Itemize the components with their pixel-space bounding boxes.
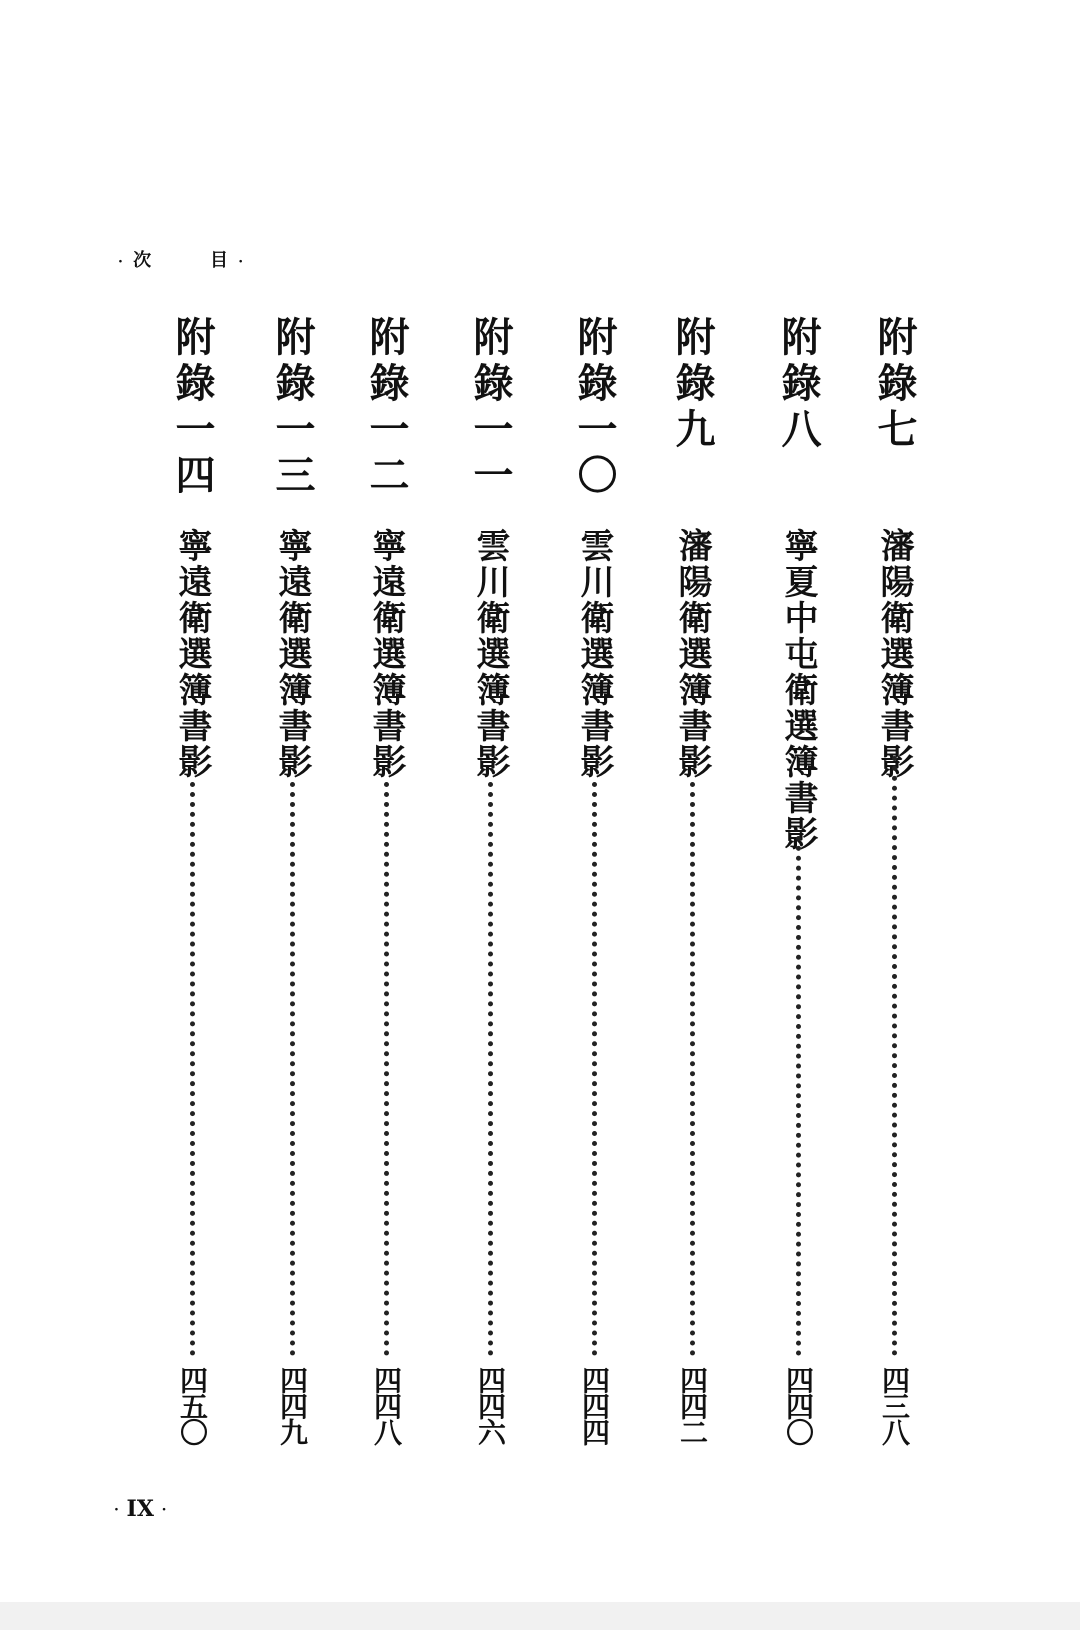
dot-leader [190, 782, 195, 1356]
appendix-title: 寧夏中屯衛選簿書影 [778, 528, 818, 852]
dot-leader [592, 782, 597, 1356]
running-head-left: 次 [133, 250, 154, 271]
toc-entry-14[interactable] [162, 316, 222, 1446]
dot-leader [796, 836, 801, 1356]
appendix-title: 寧遠衛選簿書影 [172, 528, 212, 780]
appendix-title: 雲川衛選簿書影 [574, 528, 614, 780]
appendix-label: 附錄一二 [363, 316, 410, 500]
dot-leader [892, 756, 897, 1356]
viewer-bottom-band [0, 1602, 1080, 1630]
page-number: 四四四 [578, 1366, 611, 1444]
page-folio: · IX · [114, 1496, 167, 1522]
appendix-title: 瀋陽衛選簿書影 [874, 528, 914, 780]
appendix-title: 寧遠衛選簿書影 [366, 528, 406, 780]
page-number: 四四六 [474, 1366, 507, 1444]
dot-leader [290, 782, 295, 1356]
appendix-title: 寧遠衛選簿書影 [272, 528, 312, 780]
appendix-label: 附錄七 [871, 316, 918, 454]
running-head-right: 目 [210, 250, 230, 271]
dot-leader [488, 782, 493, 1356]
dot-leader [384, 782, 389, 1356]
toc-entry-7[interactable] [864, 316, 924, 1446]
appendix-label: 附錄一三 [269, 316, 316, 500]
toc-entry-11[interactable] [460, 316, 520, 1446]
appendix-label: 附錄一四 [169, 316, 216, 500]
page-number: 四四〇 [782, 1366, 815, 1444]
page-number: 四四九 [276, 1366, 309, 1444]
dot-leader [690, 782, 695, 1356]
toc-entry-10[interactable] [564, 316, 624, 1446]
page-number: 四四八 [370, 1366, 403, 1444]
appendix-label: 附錄九 [669, 316, 716, 454]
appendix-label: 附錄八 [775, 316, 822, 454]
page-number: 四五〇 [176, 1366, 209, 1444]
appendix-label: 附錄一一 [467, 316, 514, 500]
appendix-label: 附錄一〇 [571, 316, 618, 500]
page-number: 四三八 [878, 1366, 911, 1444]
toc-entry-13[interactable] [262, 316, 322, 1446]
appendix-title: 雲川衛選簿書影 [470, 528, 510, 780]
toc-entry-12[interactable] [356, 316, 416, 1446]
toc-entry-9[interactable] [662, 316, 722, 1446]
document-page: · 次 目 · 附錄七 瀋陽衛選簿書影 四三八 附錄八 寧夏中屯衛選簿書影 四四〇 附錄九 瀋陽衛選簿書影 四四二 附錄一〇 雲川衛選簿書影 四四四 附錄一一 雲川衛選簿書影 四四六 附錄一二 寧遠衛選簿書影 四四八 附錄一三 寧遠衛選簿書影 四四九 附錄一四 寧遠衛選簿書影 四五〇 · IX · [0, 0, 1080, 1630]
page-number: 四四二 [676, 1366, 709, 1444]
folio-number: IX [126, 1496, 154, 1522]
toc-entry-8[interactable] [768, 316, 828, 1446]
appendix-title: 瀋陽衛選簿書影 [672, 528, 712, 780]
